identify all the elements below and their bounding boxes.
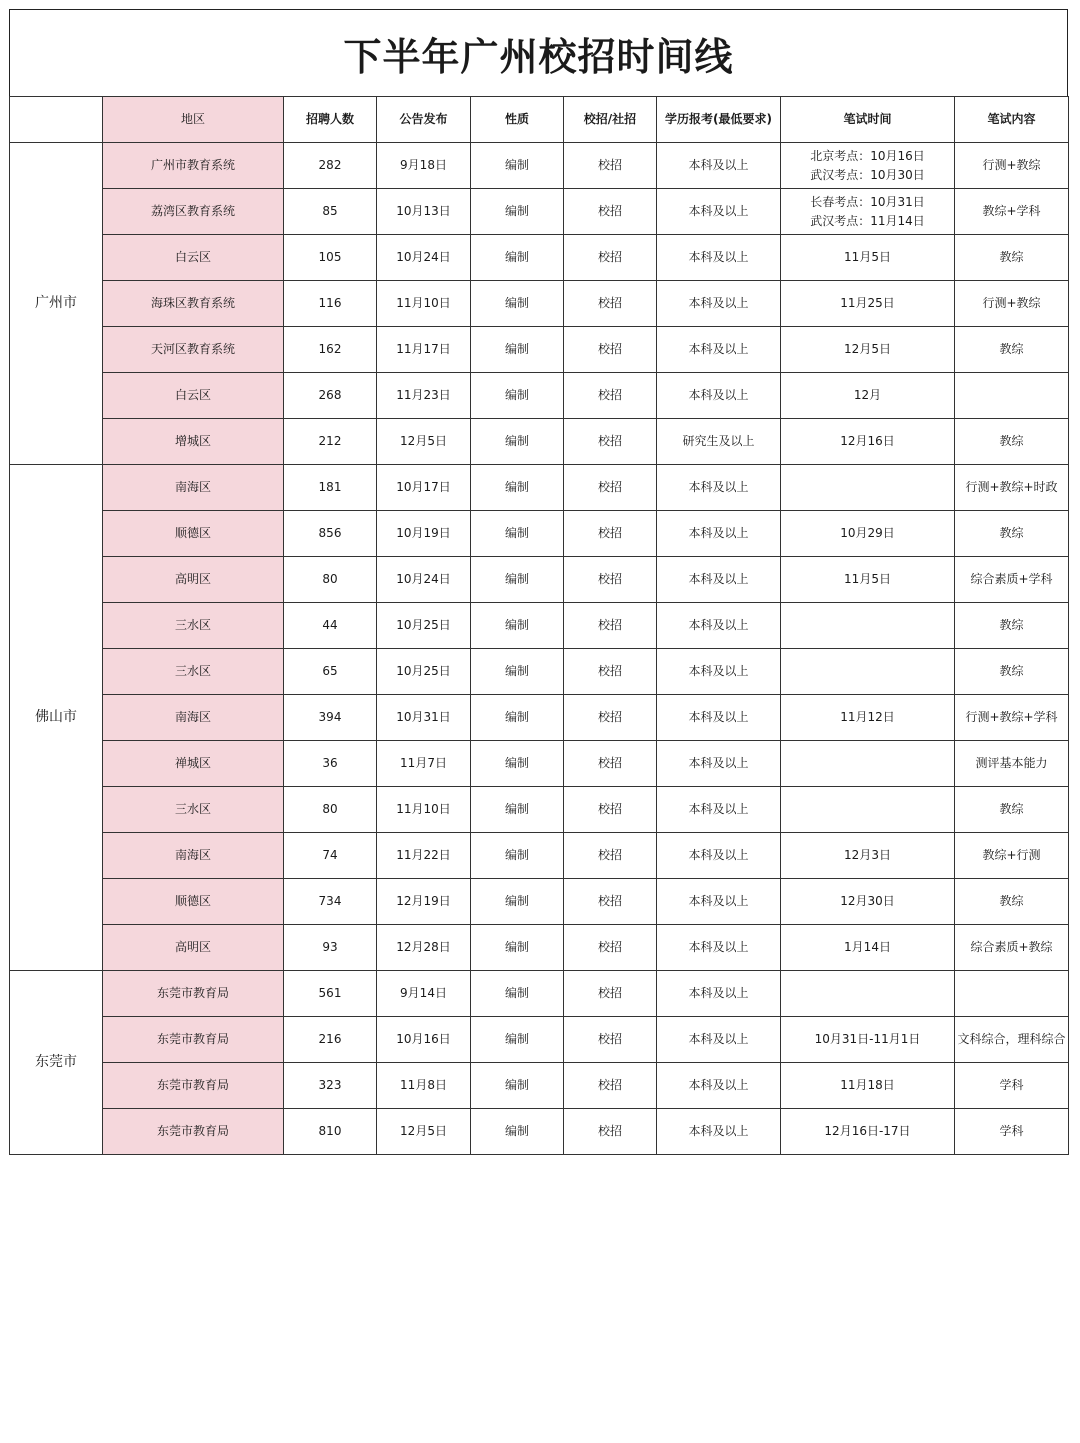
- announce-date-cell: 11月8日: [377, 1063, 471, 1109]
- area-cell: 南海区: [103, 465, 284, 511]
- exam-time-cell: [781, 833, 955, 879]
- table-row: [10, 143, 1069, 189]
- count-cell: 74: [284, 833, 377, 879]
- education-cell: 本科及以上: [657, 879, 781, 925]
- recruit-mode-cell: 校招: [564, 465, 657, 511]
- announce-date-cell: 10月25日: [377, 649, 471, 695]
- type-cell: 编制: [471, 649, 564, 695]
- area-cell: 广州市教育系统: [103, 143, 284, 189]
- recruit-mode-cell: 校招: [564, 741, 657, 787]
- type-cell: 编制: [471, 189, 564, 235]
- exam-time-line: 11月12日: [840, 710, 895, 724]
- recruit-mode-cell: 校招: [564, 971, 657, 1017]
- area-cell: 东莞市教育局: [103, 971, 284, 1017]
- type-cell: 编制: [471, 143, 564, 189]
- table-row: [10, 511, 1069, 557]
- exam-time-cell: [781, 1109, 955, 1155]
- count-cell: 105: [284, 235, 377, 281]
- count-cell: 65: [284, 649, 377, 695]
- exam-time-line: 11月5日: [844, 572, 891, 586]
- recruitment-timeline-sheet: [9, 9, 1068, 1155]
- type-cell: 编制: [471, 373, 564, 419]
- count-cell: 268: [284, 373, 377, 419]
- count-cell: 323: [284, 1063, 377, 1109]
- recruit-mode-cell: 校招: [564, 1063, 657, 1109]
- area-cell: 三水区: [103, 787, 284, 833]
- exam-content-cell: 行测+教综: [955, 281, 1069, 327]
- exam-time-cell: [781, 465, 955, 511]
- recruit-mode-cell: 校招: [564, 787, 657, 833]
- area-cell: 南海区: [103, 695, 284, 741]
- table-row: [10, 189, 1069, 235]
- exam-time-line: 10月31日-11月1日: [814, 1032, 921, 1046]
- education-cell: 本科及以上: [657, 1063, 781, 1109]
- education-cell: 本科及以上: [657, 925, 781, 971]
- title-cell: [9, 9, 1068, 96]
- area-cell: 荔湾区教育系统: [103, 189, 284, 235]
- education-cell: 本科及以上: [657, 143, 781, 189]
- education-cell: 本科及以上: [657, 281, 781, 327]
- area-cell: 东莞市教育局: [103, 1063, 284, 1109]
- type-cell: 编制: [471, 603, 564, 649]
- header-row: [10, 97, 1069, 143]
- announce-date-cell: 11月23日: [377, 373, 471, 419]
- exam-time-cell: [781, 649, 955, 695]
- count-cell: 44: [284, 603, 377, 649]
- exam-time-cell: [781, 879, 955, 925]
- announce-date-cell: 11月7日: [377, 741, 471, 787]
- type-cell: 编制: [471, 925, 564, 971]
- exam-time-cell: [781, 419, 955, 465]
- education-cell: 本科及以上: [657, 235, 781, 281]
- exam-content-cell: 教综: [955, 327, 1069, 373]
- announce-date-cell: 9月18日: [377, 143, 471, 189]
- count-cell: 856: [284, 511, 377, 557]
- announce-date-cell: 12月19日: [377, 879, 471, 925]
- area-cell: 南海区: [103, 833, 284, 879]
- type-cell: 编制: [471, 833, 564, 879]
- exam-content-cell: 学科: [955, 1063, 1069, 1109]
- type-cell: 编制: [471, 465, 564, 511]
- area-cell: 顺德区: [103, 511, 284, 557]
- announce-date-cell: 10月13日: [377, 189, 471, 235]
- type-cell: 编制: [471, 327, 564, 373]
- area-cell: 白云区: [103, 235, 284, 281]
- city-cell: 东莞市: [10, 971, 103, 1155]
- announce-date-cell: 12月5日: [377, 1109, 471, 1155]
- table-row: [10, 1109, 1069, 1155]
- recruit-mode-cell: 校招: [564, 603, 657, 649]
- announce-date-cell: 10月17日: [377, 465, 471, 511]
- count-cell: 36: [284, 741, 377, 787]
- type-cell: 编制: [471, 879, 564, 925]
- table-row: [10, 327, 1069, 373]
- exam-time-cell: [781, 511, 955, 557]
- exam-content-cell: 教综: [955, 419, 1069, 465]
- exam-content-cell: 教综: [955, 787, 1069, 833]
- type-cell: 编制: [471, 787, 564, 833]
- exam-content-cell: 教综+行测: [955, 833, 1069, 879]
- header-city: [10, 97, 103, 143]
- exam-content-cell: 教综: [955, 879, 1069, 925]
- exam-time-cell: [781, 741, 955, 787]
- recruit-mode-cell: 校招: [564, 833, 657, 879]
- exam-time-cell: [781, 1017, 955, 1063]
- exam-content-cell: 教综: [955, 235, 1069, 281]
- exam-time-line: 北京考点：10月16日: [810, 148, 925, 163]
- exam-content-cell: [955, 971, 1069, 1017]
- recruit-mode-cell: 校招: [564, 189, 657, 235]
- exam-time-line: 12月16日: [840, 434, 895, 448]
- exam-time-line: 11月18日: [840, 1078, 895, 1092]
- table-row: [10, 557, 1069, 603]
- education-cell: 本科及以上: [657, 1017, 781, 1063]
- count-cell: 162: [284, 327, 377, 373]
- type-cell: 编制: [471, 557, 564, 603]
- table-row: [10, 925, 1069, 971]
- exam-time-cell: [781, 281, 955, 327]
- recruit-mode-cell: 校招: [564, 1109, 657, 1155]
- type-cell: 编制: [471, 971, 564, 1017]
- count-cell: 93: [284, 925, 377, 971]
- type-cell: 编制: [471, 511, 564, 557]
- education-cell: 本科及以上: [657, 603, 781, 649]
- exam-content-cell: 行测+教综+学科: [955, 695, 1069, 741]
- exam-time-line: 11月25日: [840, 296, 895, 310]
- education-cell: 本科及以上: [657, 557, 781, 603]
- type-cell: 编制: [471, 1063, 564, 1109]
- education-cell: 本科及以上: [657, 787, 781, 833]
- recruit-mode-cell: 校招: [564, 281, 657, 327]
- city-cell: 佛山市: [10, 465, 103, 971]
- recruit-mode-cell: 校招: [564, 1017, 657, 1063]
- area-cell: 增城区: [103, 419, 284, 465]
- announce-date-cell: 11月17日: [377, 327, 471, 373]
- exam-time-cell: [781, 603, 955, 649]
- education-cell: 本科及以上: [657, 971, 781, 1017]
- exam-content-cell: 教综+学科: [955, 189, 1069, 235]
- exam-content-cell: 行测+教综: [955, 143, 1069, 189]
- table-row: [10, 465, 1069, 511]
- recruit-mode-cell: 校招: [564, 235, 657, 281]
- announce-date-cell: 10月24日: [377, 235, 471, 281]
- area-cell: 顺德区: [103, 879, 284, 925]
- announce-date-cell: 11月10日: [377, 281, 471, 327]
- exam-time-cell: [781, 925, 955, 971]
- exam-time-line: 12月3日: [844, 848, 891, 862]
- type-cell: 编制: [471, 419, 564, 465]
- city-cell: 广州市: [10, 143, 103, 465]
- exam-time-line: 11月5日: [844, 250, 891, 264]
- recruit-mode-cell: 校招: [564, 695, 657, 741]
- announce-date-cell: 10月16日: [377, 1017, 471, 1063]
- count-cell: 561: [284, 971, 377, 1017]
- education-cell: 研究生及以上: [657, 419, 781, 465]
- header-type: 性质: [471, 97, 564, 143]
- recruit-mode-cell: 校招: [564, 419, 657, 465]
- exam-time-cell: [781, 695, 955, 741]
- count-cell: 80: [284, 787, 377, 833]
- education-cell: 本科及以上: [657, 741, 781, 787]
- type-cell: 编制: [471, 695, 564, 741]
- count-cell: 216: [284, 1017, 377, 1063]
- announce-date-cell: 11月10日: [377, 787, 471, 833]
- exam-time-cell: [781, 189, 955, 235]
- announce-date-cell: 9月14日: [377, 971, 471, 1017]
- recruit-mode-cell: 校招: [564, 649, 657, 695]
- area-cell: 天河区教育系统: [103, 327, 284, 373]
- table-row: [10, 281, 1069, 327]
- header-education: 学历报考(最低要求): [657, 97, 781, 143]
- area-cell: 高明区: [103, 557, 284, 603]
- exam-content-cell: 教综: [955, 649, 1069, 695]
- area-cell: 三水区: [103, 649, 284, 695]
- table-row: [10, 695, 1069, 741]
- education-cell: 本科及以上: [657, 373, 781, 419]
- exam-content-cell: 教综: [955, 603, 1069, 649]
- exam-content-cell: 行测+教综+时政: [955, 465, 1069, 511]
- table-row: [10, 419, 1069, 465]
- area-cell: 三水区: [103, 603, 284, 649]
- announce-date-cell: 10月19日: [377, 511, 471, 557]
- type-cell: 编制: [471, 1017, 564, 1063]
- recruit-mode-cell: 校招: [564, 925, 657, 971]
- area-cell: 海珠区教育系统: [103, 281, 284, 327]
- count-cell: 810: [284, 1109, 377, 1155]
- area-cell: 东莞市教育局: [103, 1017, 284, 1063]
- count-cell: 80: [284, 557, 377, 603]
- exam-time-line: 10月29日: [840, 526, 895, 540]
- education-cell: 本科及以上: [657, 465, 781, 511]
- exam-time-line: 1月14日: [844, 940, 891, 954]
- exam-time-cell: [781, 373, 955, 419]
- education-cell: 本科及以上: [657, 189, 781, 235]
- area-cell: 东莞市教育局: [103, 1109, 284, 1155]
- exam-time-line: 12月30日: [840, 894, 895, 908]
- announce-date-cell: 10月24日: [377, 557, 471, 603]
- count-cell: 116: [284, 281, 377, 327]
- area-cell: 禅城区: [103, 741, 284, 787]
- area-cell: 白云区: [103, 373, 284, 419]
- education-cell: 本科及以上: [657, 833, 781, 879]
- table-body: [10, 143, 1069, 1155]
- header-announce-date: 公告发布: [377, 97, 471, 143]
- type-cell: 编制: [471, 235, 564, 281]
- exam-time-cell: [781, 143, 955, 189]
- exam-content-cell: 教综: [955, 511, 1069, 557]
- exam-time-cell: [781, 235, 955, 281]
- exam-content-cell: [955, 373, 1069, 419]
- table-row: [10, 879, 1069, 925]
- count-cell: 212: [284, 419, 377, 465]
- area-cell: 高明区: [103, 925, 284, 971]
- header-area: 地区: [103, 97, 284, 143]
- education-cell: 本科及以上: [657, 511, 781, 557]
- recruit-mode-cell: 校招: [564, 327, 657, 373]
- recruit-mode-cell: 校招: [564, 557, 657, 603]
- page-title: 下半年广州校招时间线: [343, 34, 734, 79]
- exam-time-line: 武汉考点：11月14日: [810, 213, 925, 228]
- table-row: [10, 787, 1069, 833]
- table-row: [10, 649, 1069, 695]
- recruit-mode-cell: 校招: [564, 879, 657, 925]
- table-row: [10, 971, 1069, 1017]
- recruit-mode-cell: 校招: [564, 511, 657, 557]
- exam-content-cell: 学科: [955, 1109, 1069, 1155]
- education-cell: 本科及以上: [657, 649, 781, 695]
- exam-time-line: 12月5日: [844, 342, 891, 356]
- count-cell: 282: [284, 143, 377, 189]
- exam-time-cell: [781, 557, 955, 603]
- announce-date-cell: 10月31日: [377, 695, 471, 741]
- table-row: [10, 235, 1069, 281]
- announce-date-cell: 11月22日: [377, 833, 471, 879]
- exam-time-line: 长春考点：10月31日: [810, 194, 925, 209]
- exam-time-cell: [781, 327, 955, 373]
- header-recruit-mode: 校招/社招: [564, 97, 657, 143]
- education-cell: 本科及以上: [657, 327, 781, 373]
- education-cell: 本科及以上: [657, 1109, 781, 1155]
- table-row: [10, 1017, 1069, 1063]
- table-row: [10, 373, 1069, 419]
- recruit-mode-cell: 校招: [564, 143, 657, 189]
- header-count: 招聘人数: [284, 97, 377, 143]
- count-cell: 394: [284, 695, 377, 741]
- type-cell: 编制: [471, 741, 564, 787]
- header-exam-time: 笔试时间: [781, 97, 955, 143]
- table-row: [10, 741, 1069, 787]
- count-cell: 85: [284, 189, 377, 235]
- table-row: [10, 1063, 1069, 1109]
- exam-content-cell: 综合素质+学科: [955, 557, 1069, 603]
- timeline-table: [9, 96, 1069, 1155]
- type-cell: 编制: [471, 1109, 564, 1155]
- announce-date-cell: 12月5日: [377, 419, 471, 465]
- exam-time-line: 武汉考点：10月30日: [810, 167, 925, 182]
- table-row: [10, 833, 1069, 879]
- exam-content-cell: 测评基本能力: [955, 741, 1069, 787]
- exam-content-cell: 文科综合，理科综合: [955, 1017, 1069, 1063]
- announce-date-cell: 10月25日: [377, 603, 471, 649]
- announce-date-cell: 12月28日: [377, 925, 471, 971]
- table-row: [10, 603, 1069, 649]
- exam-time-cell: [781, 971, 955, 1017]
- count-cell: 181: [284, 465, 377, 511]
- type-cell: 编制: [471, 281, 564, 327]
- count-cell: 734: [284, 879, 377, 925]
- exam-time-line: 12月: [853, 388, 882, 402]
- education-cell: 本科及以上: [657, 695, 781, 741]
- exam-time-line: 12月16日-17日: [824, 1124, 911, 1138]
- exam-content-cell: 综合素质+教综: [955, 925, 1069, 971]
- exam-time-cell: [781, 787, 955, 833]
- exam-time-cell: [781, 1063, 955, 1109]
- header-exam-content: 笔试内容: [955, 97, 1069, 143]
- recruit-mode-cell: 校招: [564, 373, 657, 419]
